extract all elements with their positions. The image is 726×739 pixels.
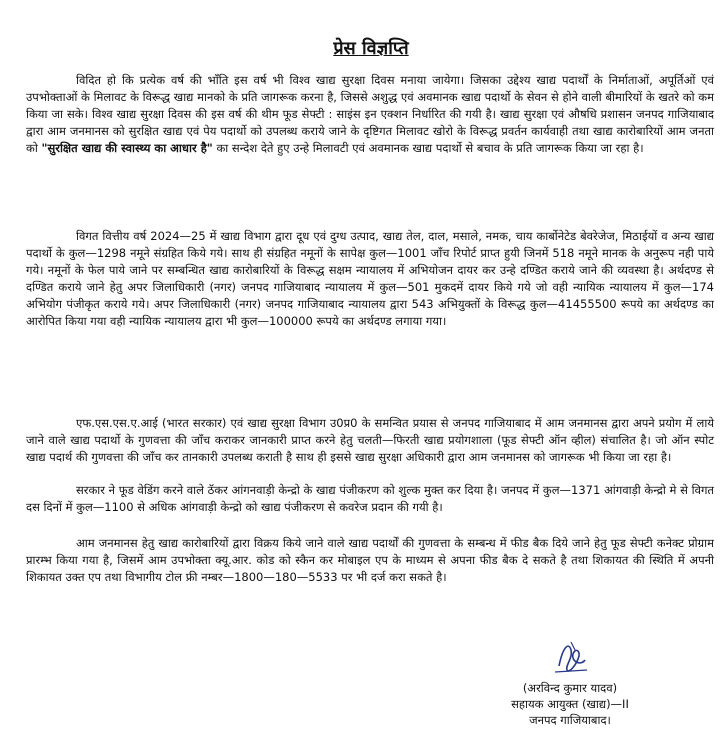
signatory-name: (अरविन्द कुमार यादव) (522, 681, 618, 695)
signatory-location: जनपद गाजियाबाद। (529, 713, 611, 727)
paragraph-intro-slogan: "सुरक्षित खाद्य की स्वास्थ्य का आधार है" (41, 141, 213, 155)
paragraph-mobile-lab: एफ.एस.एस.ए.आई (भारत सरकार) एवं खाद्य सुरक्षा विभाग उ0प्र0 के समन्वित प्रयास से जनपद गाजियाबाद में आम जनमानस द्वारा अपने प्रयोग में लाये जाने वाले खाद्य पदार्थो के गुणवत्ता की जाँच कराकर जानकारी प्राप्त करने हेतु चलती—फिरती खाद्य प्रयोगशाला (फूड सेफ्टी ऑन व्हील) संचालित है। जो ऑन स्पोट खाद्य पदार्थ की गुणवत्ता की जाँच कर तानकारी उपलब्ध कराती है साथ ही इससे खाद्य सुरक्षा अधिकारी द्वारा आम जनमानस को जागरूक भी किया जा रहा है। (26, 416, 714, 464)
signature-mark (545, 636, 595, 680)
paragraph-intro-text-before: विदित हो कि प्रत्येक वर्ष की भाँति इस वर्ष भी विश्व खाद्य सुरक्षा दिवस मनाया जायेगा। जिसका उद्देश्य खाद्य पदार्थों के निर्माताओं, अपूर्तिओं एवं उपभोक्ताओं के मिलावट के विरूद्ध खाद्य मानको के प्रति जागरूक करना है, जिससे अशुद्ध एवं अवमानक खाद्य पदार्थो के सेवन से होने वाली बीमारियों के खतरे को कम किया जा सके। विश्व खाद्य सुरक्षा दिवस की इस वर्ष की थीम फूड सेफ्टी : साइंस इन एक्शन निर्धारित की गयी है। खाद्य सुरक्षा एवं औषधि प्रशासन जनपद गाजियाबाद द्वारा आम जनमानस को सुरक्षित खाद्य एवं पेय पदार्थो को उपलब्ध कराये जाने के दृष्टिगत मिलावट खोरो के विरूद्ध प्रवर्तन कार्यवाही तथा खाद्य कारोबारियों आम जनता को (26, 73, 714, 155)
paragraph-intro-text-after: का सन्देश देते हुए उन्हे मिलावटी एवं अवमानक खाद्य पदार्थो से बचाव के प्रति जागरूक किया जा रहा है। (212, 141, 644, 155)
paragraph-intro (26, 72, 714, 157)
paragraph-statistics: विगत वित्तीय वर्ष 2024—25 में खाद्य विभाग द्वारा दूध एवं दुग्ध उत्पाद, खाद्य तेल, दाल, मसाले, नमक, चाय कार्बोनेटेड बेवरेजेज, मिठाईयों व अन्य खाद्य पदार्थो के कुल—1298 नमूने संग्रहित किये गये। साथ ही संग्रहित नमूनों के सापेक्ष कुल—1001 जाँच रिपोर्ट प्राप्त हुयी जिनमें 518 नमूने मानक के अनुरूप नही पाये गये। नमूनों के फेल पाये जाने पर सम्बन्धित खाद्य कारोबारियों के विरूद्ध सक्षम न्यायालय में अभियोजन दायर कर उन्हे दण्डित कराये जाने की व्यवस्था है। अर्थदण्ड से दण्डित कराये जाने हेतु अपर जिलाधिकारी (नगर) जनपद गाजियाबाद न्यायालय में कुल—501 मुकदमें दायर किये गये जो वही न्यायिक न्यायालय में कुल—174 अभियोग पंजीकृत कराये गये। अपर जिलाधिकारी (नगर) जनपद गाजियाबाद न्यायालय द्वारा 543 अभियुक्तों के विरूद्ध कुल—41455500 रूपये का अर्थदण्ड का आरोपित किया गया वही न्यायिक न्यायालय द्वारा भी कुल—100000 रूपये का अर्थदण्ड लगाया गया। (26, 229, 714, 328)
paragraph-registration: सरकार ने फूड वेडिंग करने वाले ठॅकर आंगनवाड़ी केन्द्रो के खाद्य पंजीकरण को शुल्क मुक्त कर दिया है। जनपद में कुल—1371 आंगवाड़ी केन्द्रो मे से विगत दस दिनों में कुल—1100 से अधिक आंगवाड़ी केन्द्रो को खाद्य पंजीकरण से कवरेज प्रदान की गयी है। (26, 483, 714, 514)
signature-block (470, 636, 670, 728)
page-title: प्रेस विज्ञप्ति (333, 38, 409, 59)
signatory-designation: सहायक आयुक्त (खाद्य)—II (511, 697, 629, 711)
paragraph-feedback: आम जनमानस हेतु खाद्य कारोबारियों द्वारा विक्रय किये जाने वाले खाद्य पदार्थों की गुणवत्ता के सम्बन्ध में फीड बैक दिये जाने हेतु फूड सेफ्टी कनेक्ट प्रोग्राम प्रारम्भ किया गया है, जिसमें आम उपभोक्ता क्यू.आर. कोड को स्कैन कर मोबाइल एप के माध्यम से अपना फीड बैक दे सकते है तथा शिकायत की स्थिति में अपनी शिकायत उक्त एप तथा विभागीय टोल फ्री नम्बर—1800—180—5533 पर भी दर्ज करा सकते है। (26, 536, 714, 584)
